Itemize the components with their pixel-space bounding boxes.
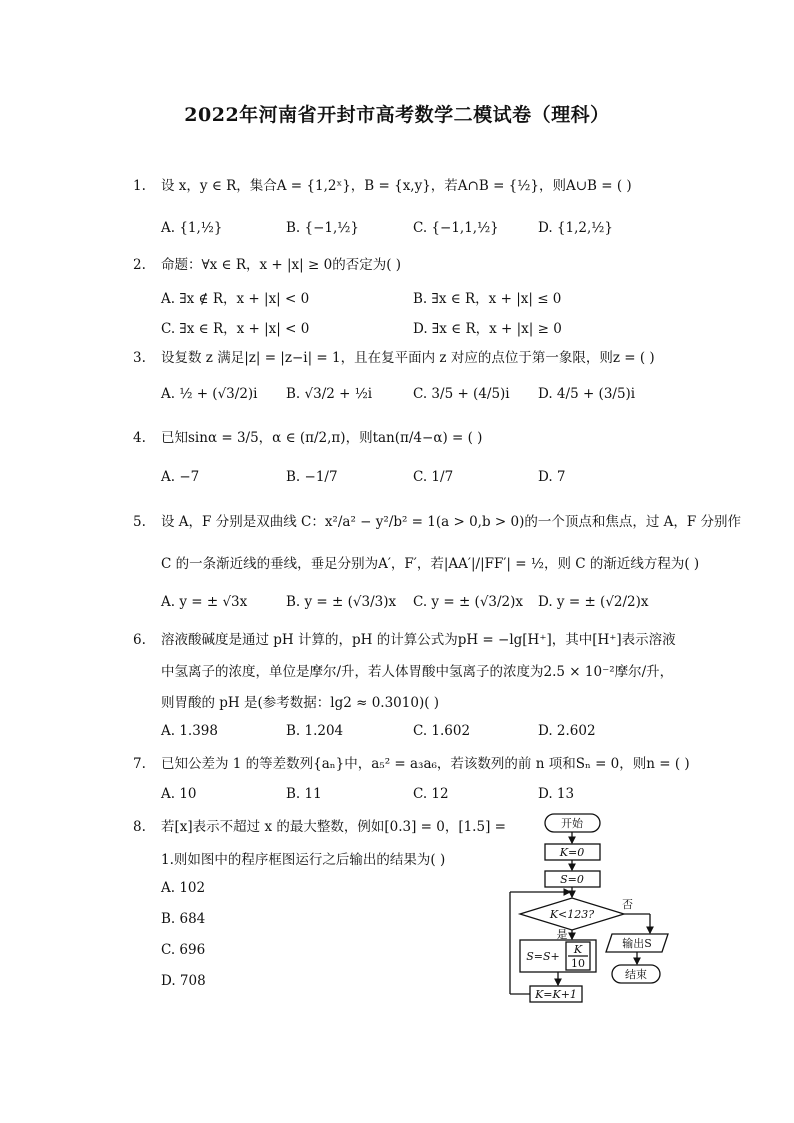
option-a: A. −7	[161, 469, 200, 485]
question-number: 4.	[133, 430, 146, 446]
question-text: 设 x，y ∈ R，集合A = {1,2ˣ}，B = {x,y}，若A∩B = {½}，则A∪B = ( )	[161, 178, 632, 194]
option-b: B. √3/2 + ½i	[286, 386, 373, 402]
question-text-line-2: C 的一条渐近线的垂线，垂足分别为A′，F′，若|AA′|/|FF′| = ½，则 C 的渐近线方程为( )	[161, 556, 700, 572]
question-number: 1.	[133, 178, 146, 194]
condition-label: K<123?	[549, 908, 595, 921]
option-c: C. 1.602	[413, 723, 471, 739]
option-d: D. 2.602	[538, 723, 596, 739]
option-b: B. 684	[161, 911, 206, 927]
fraction-numerator: K	[573, 943, 583, 956]
option-b: B. −1/7	[286, 469, 338, 485]
update-k-label: K=K+1	[535, 988, 577, 1001]
option-c: C. 696	[161, 942, 206, 958]
option-a: A. y = ± √3x	[161, 594, 248, 610]
page-title: 2022年河南省开封市高考数学二模试卷（理科）	[184, 104, 610, 126]
option-c: C. 12	[413, 786, 449, 802]
option-d: D. 708	[161, 973, 206, 989]
question-text-line-3: 则胃酸的 pH 是(参考数据：lg2 ≈ 0.3010)( )	[161, 695, 440, 711]
init-k-label: K=0	[559, 846, 585, 859]
question-number: 7.	[133, 756, 146, 772]
update-s-label: S=S+	[526, 950, 560, 963]
option-a: A. ∃x ∉ R，x + |x| < 0	[161, 291, 310, 307]
option-b: B. {−1,½}	[286, 220, 359, 236]
init-s-label: S=0	[560, 873, 584, 886]
option-c: C. 3/5 + (4/5)i	[413, 386, 510, 402]
question-text: 设 A，F 分别是双曲线 C：x²/a² − y²/b² = 1(a > 0,b > 0)的一个顶点和焦点，过 A，F 分别作	[161, 514, 742, 530]
option-a: A. ½ + (√3/2)i	[161, 386, 258, 402]
question-number: 3.	[133, 350, 146, 366]
question-text: 已知公差为 1 的等差数列{aₙ}中，a₅² = a₃a₆，若该数列的前 n 项和Sₙ = 0，则n = ( )	[161, 756, 690, 772]
question-text: 已知sinα = 3/5，α ∈ (π/2,π)，则tan(π/4−α) = ( )	[161, 430, 483, 446]
start-label: 开始	[561, 817, 583, 830]
option-a: A. 102	[161, 880, 206, 896]
question-text-line-2: 中氢离子的浓度，单位是摩尔/升，若人体胃酸中氢离子的浓度为2.5 × 10⁻²摩尔/升，	[161, 664, 674, 680]
question-text: 设复数 z 满足|z| = |z−i| = 1，且在复平面内 z 对应的点位于第一象限，则z = ( )	[161, 350, 655, 366]
output-label: 输出S	[622, 937, 652, 950]
no-label: 否	[622, 898, 633, 911]
question-text: 命题：∀x ∈ R，x + |x| ≥ 0的否定为( )	[161, 257, 402, 273]
option-a: A. {1,½}	[161, 220, 223, 236]
end-label: 结束	[625, 968, 647, 981]
question-number: 5.	[133, 514, 146, 530]
option-c: C. {−1,1,½}	[413, 220, 499, 236]
question-text: 若[x]表示不超过 x 的最大整数，例如[0.3] = 0，[1.5] =	[161, 819, 506, 835]
option-b: B. y = ± (√3/3)x	[286, 594, 397, 610]
option-d: D. {1,2,½}	[538, 220, 613, 236]
option-a: A. 10	[161, 786, 197, 802]
option-b: B. ∃x ∈ R，x + |x| ≤ 0	[413, 291, 562, 307]
option-d: D. ∃x ∈ R，x + |x| ≥ 0	[413, 321, 562, 337]
option-c: C. ∃x ∈ R，x + |x| < 0	[161, 321, 310, 337]
option-b: B. 11	[286, 786, 322, 802]
option-b: B. 1.204	[286, 723, 344, 739]
option-d: D. 7	[538, 469, 566, 485]
question-text: 溶液酸碱度是通过 pH 计算的，pH 的计算公式为pH = −lg[H⁺]，其中[H⁺]表示溶液	[161, 632, 676, 648]
option-d: D. 13	[538, 786, 575, 802]
option-a: A. 1.398	[161, 723, 218, 739]
yes-label: 是	[556, 928, 568, 941]
question-number: 6.	[133, 632, 146, 648]
question-number: 8.	[133, 819, 146, 835]
option-c: C. 1/7	[413, 469, 454, 485]
option-d: D. 4/5 + (3/5)i	[538, 386, 636, 402]
question-number: 2.	[133, 257, 146, 273]
option-d: D. y = ± (√2/2)x	[538, 594, 649, 610]
program-flowchart	[500, 808, 690, 1008]
question-text-line-2: 1.则如图中的程序框图运行之后输出的结果为( )	[161, 852, 446, 868]
option-c: C. y = ± (√3/2)x	[413, 594, 524, 610]
fraction-denominator: 10	[571, 957, 585, 970]
